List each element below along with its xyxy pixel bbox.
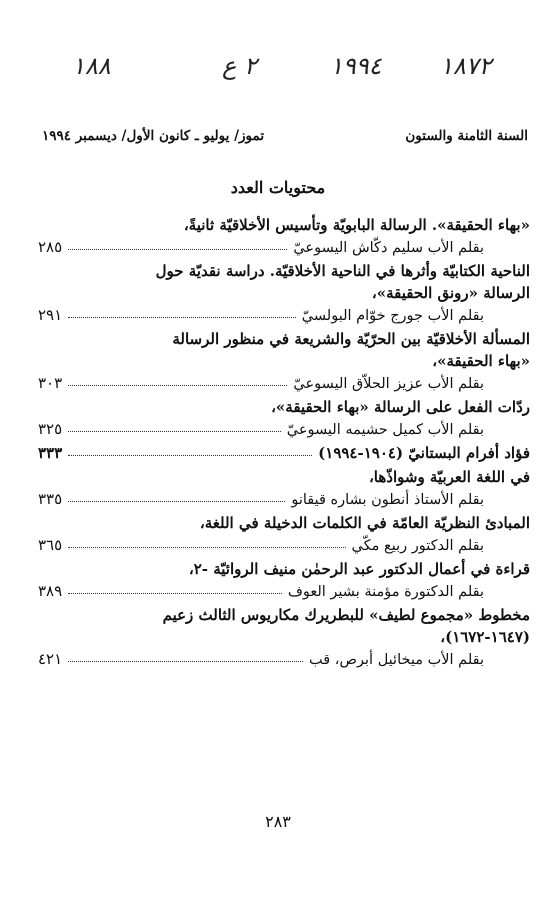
toc-entry-title-line bbox=[32, 440, 530, 462]
toc-entry-title-line bbox=[32, 394, 530, 416]
toc-entry-author-line bbox=[32, 416, 530, 438]
handwritten-note: ١٨٨ bbox=[72, 52, 111, 80]
toc-entry-title-line bbox=[32, 280, 530, 302]
toc-entry-title-line bbox=[32, 510, 530, 532]
toc-entry-author-line bbox=[32, 302, 530, 324]
entry-author: بقلم الأب سليم دكّاش اليسوعيّ bbox=[293, 240, 484, 256]
entry-author: بقلم الأب جورج خوّام البولسيّ bbox=[301, 308, 484, 324]
entry-page-number: ٣٣٥ bbox=[38, 490, 63, 508]
entry-title-text: ردّات الفعل على الرسالة «بهاء الحقيقة»، bbox=[271, 398, 530, 416]
entry-title-text: (١٦٤٧-١٦٧٢)، bbox=[440, 628, 530, 646]
entry-author: بقلم الدكتورة مؤمنة بشير العوف bbox=[287, 584, 484, 600]
entry-title-text: «بهاء الحقيقة». الرسالة البابويّة وتأسيس الأخلاقيّة ثانيةً، bbox=[183, 216, 530, 234]
entry-page-number: ٢٩١ bbox=[38, 306, 63, 324]
entry-author: بقلم الأب عزيز الحلاّق اليسوعيّ bbox=[293, 376, 484, 392]
leader-dots bbox=[68, 661, 303, 662]
entry-title-text: مخطوط «مجموع لطيف» للبطريرك مكاريوس الثالث زعيم bbox=[162, 606, 530, 624]
entry-page-number: ٢٨٥ bbox=[38, 238, 63, 256]
entry-title-text: فؤاد أفرام البستانيّ (١٩٠٤-١٩٩٤) bbox=[318, 444, 530, 462]
entry-spacer bbox=[32, 668, 530, 670]
entry-author: بقلم الأستاذ أنطون بشاره قيقانو bbox=[291, 492, 484, 508]
page-title: محتويات العدد bbox=[230, 178, 326, 197]
leader-dots bbox=[68, 385, 287, 386]
handwritten-note: ١٩٩٤ bbox=[330, 52, 382, 80]
entry-title-text: المبادئ النظريّة العامّة في الكلمات الدخيلة في اللغة، bbox=[199, 514, 530, 532]
entry-author: بقلم الأب كميل حشيمه اليسوعيّ bbox=[286, 422, 484, 438]
toc-entry-author-line bbox=[32, 646, 530, 668]
table-of-contents bbox=[32, 212, 530, 670]
entry-page-number: ٣٠٣ bbox=[38, 374, 63, 392]
leader-dots bbox=[68, 431, 281, 432]
toc-entry-author-line bbox=[32, 486, 530, 508]
page-number: ٢٨٣ bbox=[265, 812, 291, 831]
issue-date: تموز/ يوليو ـ كانون الأول/ ديسمبر ١٩٩٤ bbox=[42, 128, 265, 144]
handwritten-note: ٢ ع bbox=[222, 52, 257, 80]
entry-page-number: ٣٦٥ bbox=[38, 536, 63, 554]
toc-entry-title-line bbox=[32, 602, 530, 624]
toc-entry-author-line bbox=[32, 234, 530, 256]
toc-entry-title-line bbox=[32, 348, 530, 370]
toc-entry-title-line bbox=[32, 212, 530, 234]
leader-dots bbox=[68, 317, 296, 318]
leader-dots bbox=[68, 249, 287, 250]
leader-dots bbox=[68, 501, 285, 502]
toc-entry-title-line bbox=[32, 258, 530, 280]
entry-title-text: قراءة في أعمال الدكتور عبد الرحمٰن منيف الروائيّة -٢، bbox=[188, 560, 530, 578]
volume-year: السنة الثامنة والستون bbox=[405, 128, 528, 144]
entry-author: بقلم الأب ميخائيل أبرص، قب bbox=[309, 652, 484, 668]
leader-dots bbox=[68, 455, 312, 456]
entry-title-text: الرسالة «رونق الحقيقة»، bbox=[371, 284, 530, 302]
toc-entry-title-line bbox=[32, 624, 530, 646]
entry-title-text: المسألة الأخلاقيّة بين الحرّيّة والشريعة في منظور الرسالة bbox=[172, 330, 530, 348]
entry-title-text: «بهاء الحقيقة»، bbox=[432, 352, 530, 370]
entry-page-number: ٣٢٥ bbox=[38, 420, 63, 438]
toc-entry-title-line bbox=[32, 464, 530, 486]
toc-entry-title-line bbox=[32, 326, 530, 348]
entry-page-number: ٤٢١ bbox=[38, 650, 63, 668]
handwritten-note: ١٨٧٢ bbox=[440, 52, 492, 80]
leader-dots bbox=[68, 593, 282, 594]
toc-entry-title-line bbox=[32, 556, 530, 578]
entry-page-number: ٣٨٩ bbox=[38, 582, 63, 600]
toc-entry-author-line bbox=[32, 370, 530, 392]
toc-entry-author-line bbox=[32, 532, 530, 554]
leader-dots bbox=[68, 547, 345, 548]
toc-entry-author-line bbox=[32, 578, 530, 600]
entry-title-text: في اللغة العربيّة وشواذّها، bbox=[368, 468, 530, 486]
entry-page-number: ٣٣٣ bbox=[38, 444, 63, 462]
entry-author: بقلم الدكتور ربيع مكّي bbox=[351, 538, 484, 554]
entry-title-text: الناحية الكتابيّة وأثرها في الناحية الأخلاقيّة. دراسة نقديّة حول bbox=[155, 262, 530, 280]
